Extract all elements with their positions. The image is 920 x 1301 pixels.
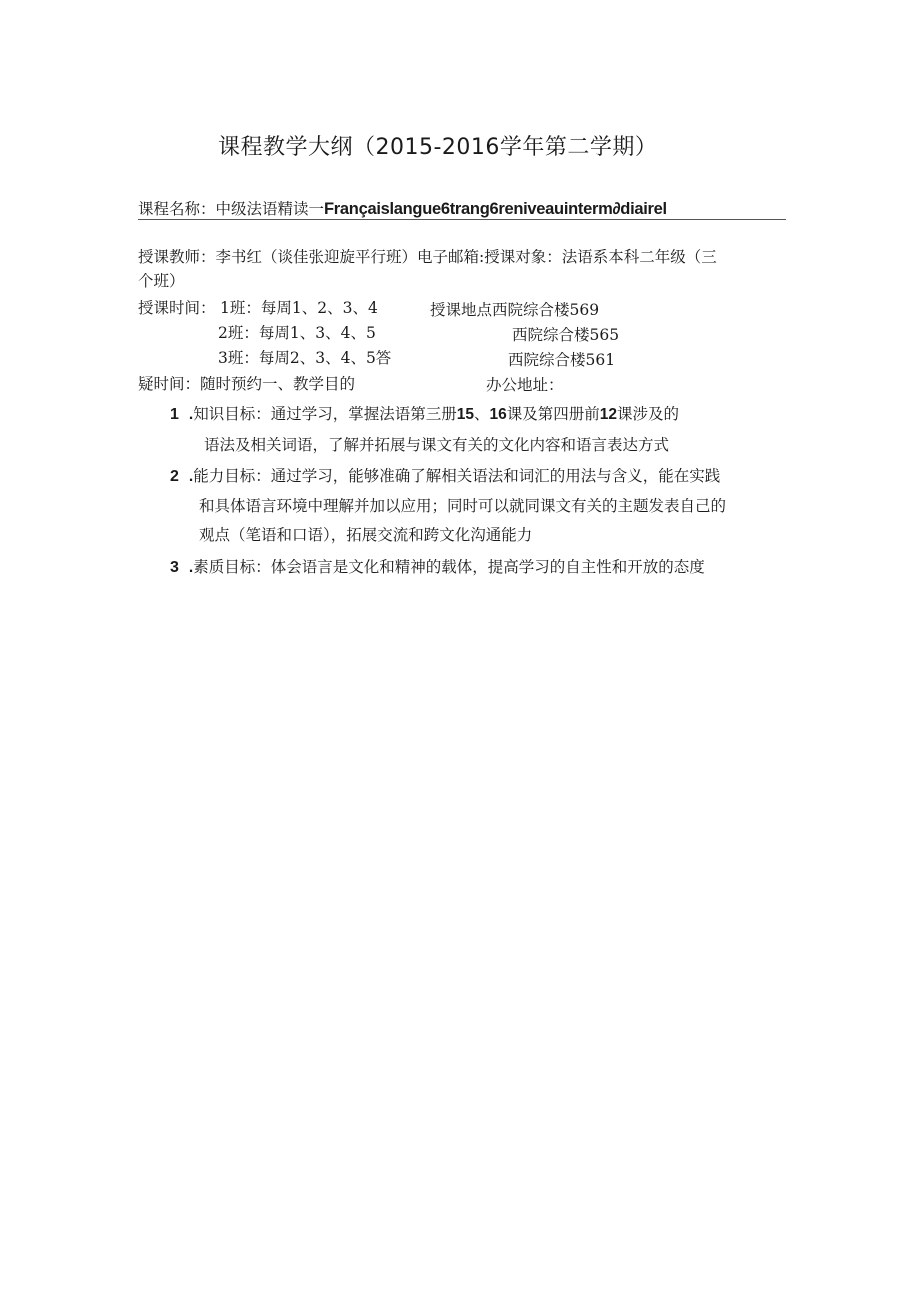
goal-1-number: 1 bbox=[170, 406, 179, 423]
schedule-place-3: 西院综合楼561 bbox=[508, 351, 616, 369]
goal-1-num-15: 15 bbox=[456, 406, 474, 423]
goal-2 bbox=[170, 464, 720, 486]
goal-3-dot: . bbox=[188, 559, 194, 576]
goal-3-line-1: 素质目标：体会语言是文化和精神的载体，提高学习的自主性和开放的态度 bbox=[193, 558, 705, 576]
goal-2-dot: . bbox=[188, 468, 194, 485]
course-label: 课程名称：中级法语精读一 bbox=[138, 200, 325, 218]
schedule-class-1: 1班：每周1、2、3、4 bbox=[220, 299, 378, 317]
schedule-class-3: 3班：每周2、3、4、5答 bbox=[218, 349, 392, 367]
header-divider bbox=[138, 219, 786, 220]
doc-title: 课程教学大纲（2015-2016学年第二学期） bbox=[218, 135, 658, 160]
office-address-label: 办公地址： bbox=[486, 376, 564, 394]
course-name-fr: Françaislangue6trang6reniveauinterm∂diairel bbox=[324, 200, 667, 218]
schedule-place-1: 授课地点西院综合楼569 bbox=[430, 301, 600, 319]
goal-1-text-c: 课涉及的 bbox=[617, 405, 680, 423]
goal-3 bbox=[170, 555, 705, 577]
goal-3-number: 3 bbox=[170, 559, 179, 576]
teacher-line-1: 授课教师：李书红（谈佳张迎旋平行班）电子邮箱:授课对象：法语系本科二年级（三 bbox=[138, 248, 717, 266]
schedule-class-2: 2班：每周1、3、4、5 bbox=[218, 324, 376, 342]
qa-time-line: 疑时间：随时预约一、教学目的 bbox=[138, 375, 356, 393]
goal-1-num-12: 12 bbox=[599, 406, 618, 423]
goal-2-number: 2 bbox=[170, 468, 179, 485]
goal-1-text-a: 知识目标：通过学习，掌握法语第三册 bbox=[193, 405, 457, 423]
schedule-label: 授课时间： bbox=[138, 299, 216, 317]
goal-2-line-3: 观点（笔语和口语），拓展交流和跨文化沟通能力 bbox=[199, 526, 533, 544]
teacher-line-2: 个班） bbox=[138, 272, 185, 290]
goal-1 bbox=[170, 402, 679, 424]
goal-2-line-2: 和具体语言环境中理解并加以应用；同时可以就同课文有关的主题发表自己的 bbox=[199, 497, 727, 515]
goal-1-sep: 、 bbox=[473, 405, 490, 423]
goal-1-text-b: 课及第四册前 bbox=[506, 405, 600, 423]
schedule-place-2: 西院综合楼565 bbox=[512, 326, 620, 344]
course-name-row bbox=[138, 197, 667, 219]
goal-1-line-2: 语法及相关词语，了解并拓展与课文有关的文化内容和语言表达方式 bbox=[204, 436, 670, 454]
goal-2-line-1: 能力目标：通过学习，能够准确了解相关语法和词汇的用法与含义，能在实践 bbox=[193, 467, 721, 485]
goal-1-dot: . bbox=[188, 406, 194, 423]
goal-1-num-16: 16 bbox=[489, 406, 507, 423]
